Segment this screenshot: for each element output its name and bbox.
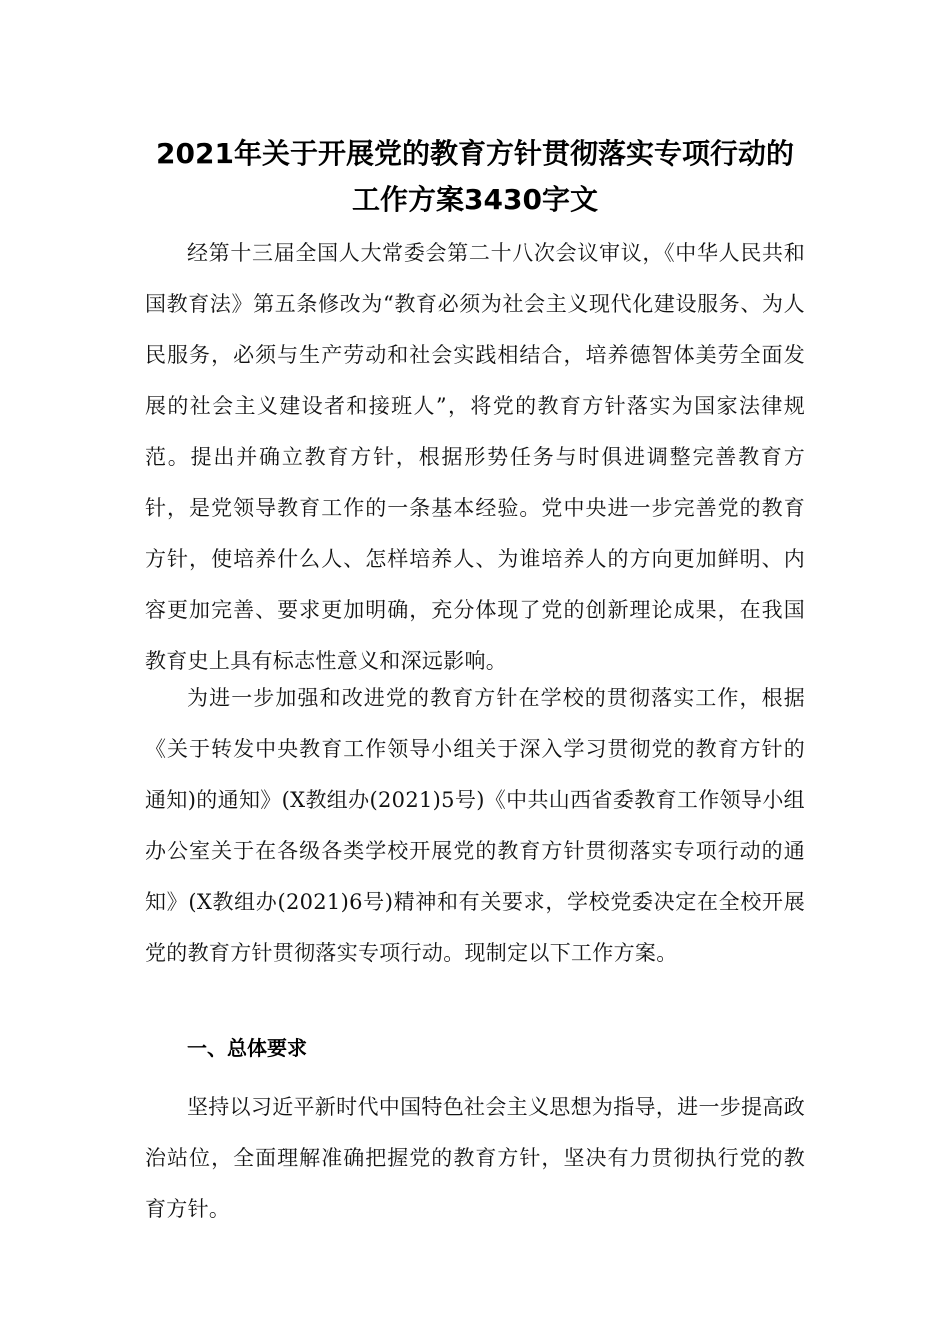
paragraph-general-requirements: 坚持以习近平新时代中国特色社会主义思想为指导，进一步提高政治站位，全面理解准确把握党的教育方针，坚决有力贯彻执行党的教育方针。: [145, 1095, 805, 1221]
section-heading-general-requirements: 一、总体要求: [187, 1036, 307, 1060]
document-title-line-2: 工作方案3430字文: [352, 183, 598, 216]
document-title-line-1: 2021年关于开展党的教育方针贯彻落实专项行动的: [156, 137, 794, 170]
paragraph-basis: 为进一步加强和改进党的教育方针在学校的贯彻落实工作，根据《关于转发中央教育工作领导小组关于深入学习贯彻党的教育方针的通知)的通知》(X教组办(2021)5号)《中共山西省委教育工作领导小组办公室关于在各级各类学校开展党的教育方针贯彻落实专项行动的通知》(X教组办(2021)6号)精神和有关要求，学校党委决定在全校开展党的教育方针贯彻落实专项行动。现制定以下工作方案。: [145, 686, 805, 965]
paragraph-intro: 经第十三届全国人大常委会第二十八次会议审议，《中华人民共和国教育法》第五条修改为“教育必须为社会主义现代化建设服务、为人民服务，必须与生产劳动和社会实践相结合，培养德智体美劳全面发展的社会主义建设者和接班人”，将党的教育方针落实为国家法律规范。提出并确立教育方针，根据形势任务与时俱进调整完善教育方针，是党领导教育工作的一条基本经验。党中央进一步完善党的教育方针，使培养什么人、怎样培养人、为谁培养人的方向更加鲜明、内容更加完善、要求更加明确，充分体现了党的创新理论成果，在我国教育史上具有标志性意义和深远影响。: [145, 241, 805, 673]
